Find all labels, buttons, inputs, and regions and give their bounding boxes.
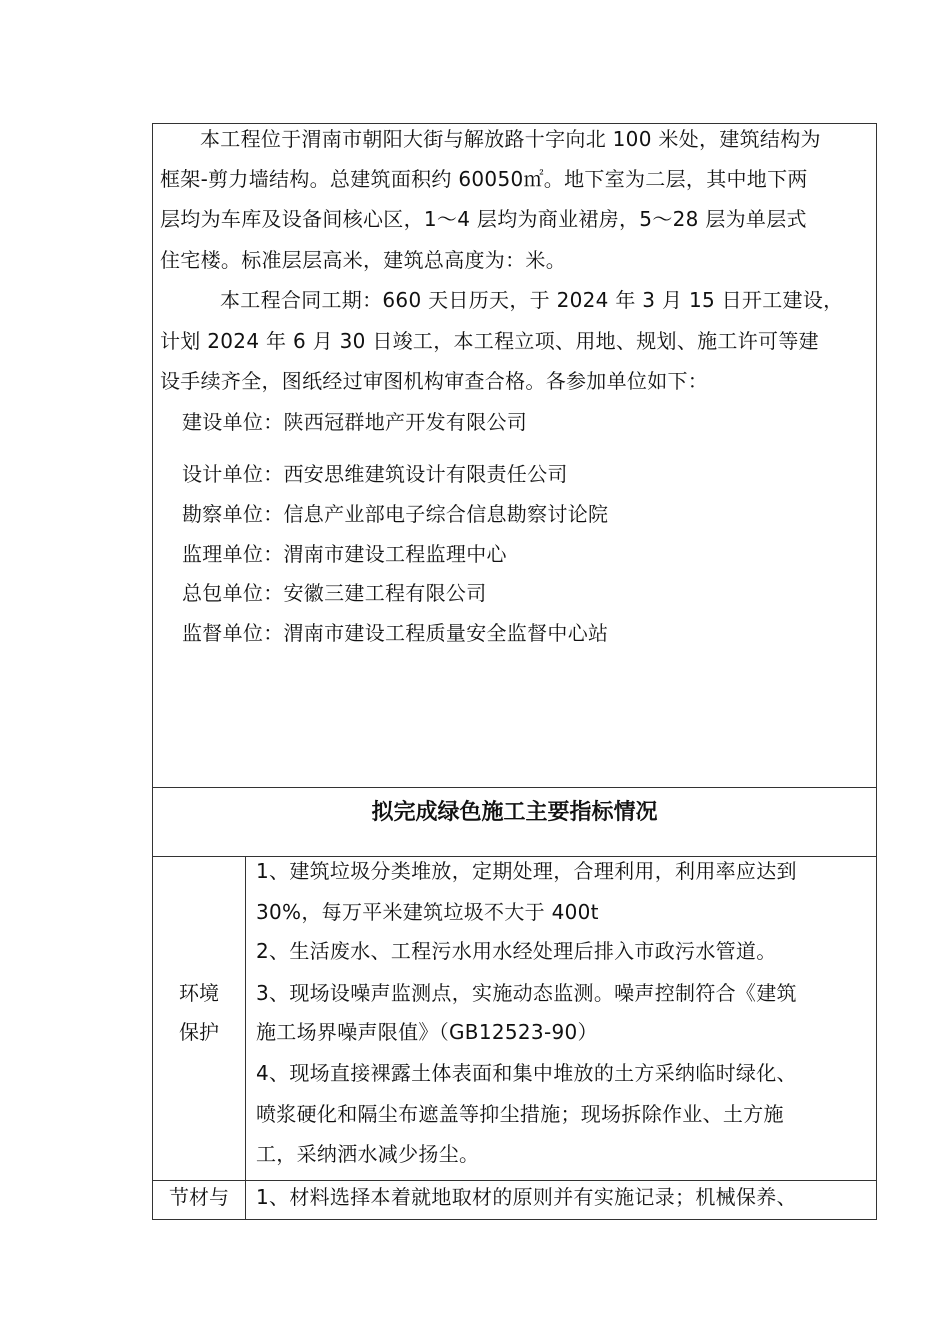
row-content-line: 1、材料选择本着就地取材的原则并有实施记录；机械保养、 [256, 1185, 797, 1209]
row-label: 保护 [179, 1020, 219, 1044]
row-content-line: 4、现场直接裸露土体表面和集中堆放的土方采纳临时绿化、 [256, 1061, 797, 1085]
overview-text-line: 设手续齐全，图纸经过审图机构审查合格。各参加单位如下： [160, 369, 709, 393]
row-content-line: 喷浆硬化和隔尘布遮盖等抑尘措施；现场拆除作业、土方施 [256, 1102, 784, 1126]
row-content-line: 3、现场设噪声监测点，实施动态监测。噪声控制符合《建筑 [256, 981, 797, 1005]
row-content-line: 2、生活废水、工程污水用水经处理后排入市政污水管道。 [256, 939, 777, 963]
row-label: 环境 [179, 981, 219, 1005]
row-content-line: 施工场界噪声限值》（GB12523-90） [256, 1020, 598, 1044]
overview-text-line: 计划 2024 年 6 月 30 日竣工，本工程立项、用地、规划、施工许可等建 [160, 329, 819, 353]
row-content-line: 1、建筑垃圾分类堆放，定期处理，合理利用，利用率应达到 [256, 859, 797, 883]
divider-line [152, 787, 877, 788]
overview-text-line: 住宅楼。标准层层高米，建筑总高度为：米。 [160, 248, 566, 272]
row-label: 节材与 [169, 1185, 229, 1209]
unit-line: 建设单位：陕西冠群地产开发有限公司 [182, 410, 528, 434]
unit-line: 总包单位：安徽三建工程有限公司 [182, 581, 487, 605]
divider-line [152, 1180, 877, 1181]
row-content-line: 工，采纳洒水减少扬尘。 [256, 1142, 480, 1166]
unit-line: 监理单位：渭南市建设工程监理中心 [182, 542, 507, 566]
overview-text-line: 本工程合同工期：660 天日历天，于 2024 年 3 月 15 日开工建设， [220, 288, 844, 312]
overview-text-line: 框架-剪力墙结构。总建筑面积约 60050㎡。地下室为二层，其中地下两 [160, 167, 808, 191]
row-content-line: 30%，每万平米建筑垃圾不大于 400t [256, 900, 599, 924]
section-title: 拟完成绿色施工主要指标情况 [371, 800, 658, 825]
unit-line: 勘察单位：信息产业部电子综合信息勘察讨论院 [182, 502, 609, 526]
divider-line [152, 856, 877, 857]
overview-text-line: 层均为车库及设备间核心区，1～4 层均为商业裙房，5～28 层为单层式 [160, 207, 807, 231]
unit-line: 设计单位：西安思维建筑设计有限责任公司 [182, 462, 568, 486]
overview-text-line: 本工程位于渭南市朝阳大街与解放路十字向北 100 米处，建筑结构为 [200, 127, 821, 151]
unit-line: 监督单位：渭南市建设工程质量安全监督中心站 [182, 621, 609, 645]
